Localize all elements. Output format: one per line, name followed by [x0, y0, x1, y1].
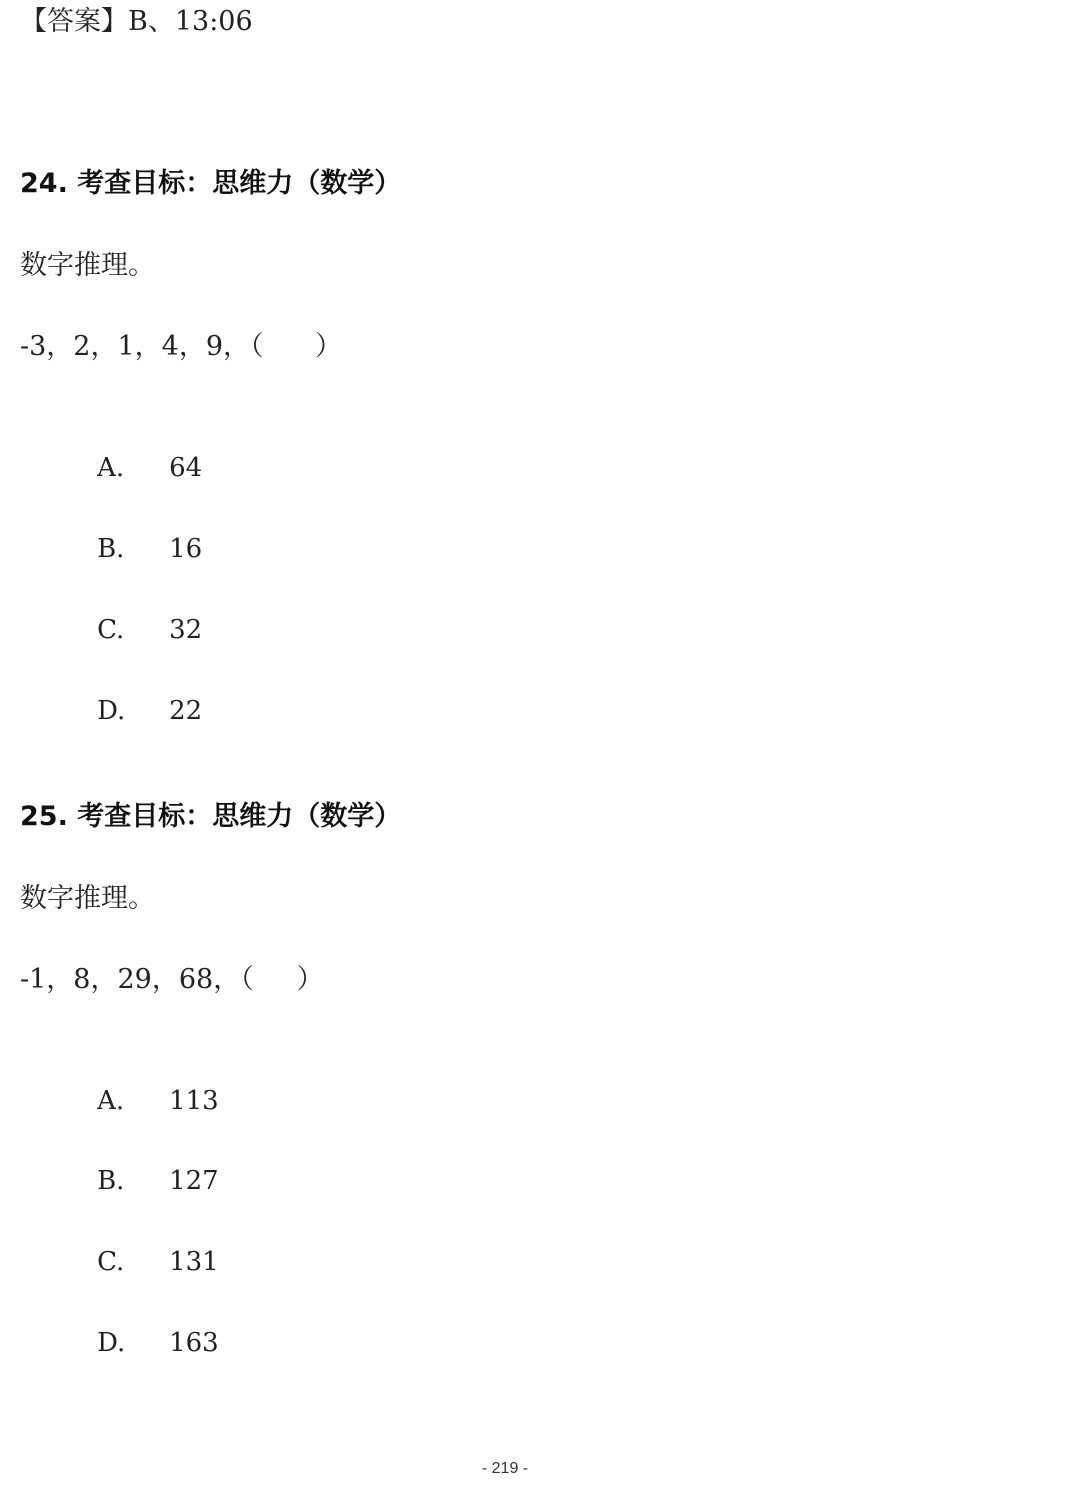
question-instruction: 数字推理。 [20, 883, 155, 914]
page-number: - 219 - [481, 1460, 529, 1477]
option-letter: C. [97, 1247, 125, 1277]
option-letter: A. [97, 1086, 125, 1116]
option-value: 163 [169, 1328, 219, 1358]
option-value: 127 [169, 1166, 219, 1196]
question-instruction: 数字推理。 [20, 250, 155, 281]
option-letter: C. [97, 615, 125, 645]
option-letter: B. [97, 1166, 125, 1196]
option-d [64, 1283, 219, 1403]
option-value: 131 [169, 1247, 219, 1277]
number-sequence: -1，8，29，68，（ ） [20, 964, 324, 995]
option-d [64, 651, 202, 771]
option-letter: D. [97, 696, 126, 726]
option-letter: A. [97, 453, 125, 483]
answer-line: 【答案】B、13:06 [20, 6, 253, 37]
option-letter: D. [97, 1328, 126, 1358]
question-heading: 24. 考查目标：思维力（数学） [20, 168, 402, 199]
option-value: 32 [169, 615, 203, 645]
option-value: 22 [169, 696, 203, 726]
option-value: 113 [169, 1086, 219, 1116]
number-sequence: -3，2，1，4，9，（ ） [20, 331, 343, 362]
option-value: 64 [169, 453, 203, 483]
option-letter: B. [97, 534, 125, 564]
option-value: 16 [169, 534, 203, 564]
question-heading: 25. 考查目标：思维力（数学） [20, 801, 402, 832]
